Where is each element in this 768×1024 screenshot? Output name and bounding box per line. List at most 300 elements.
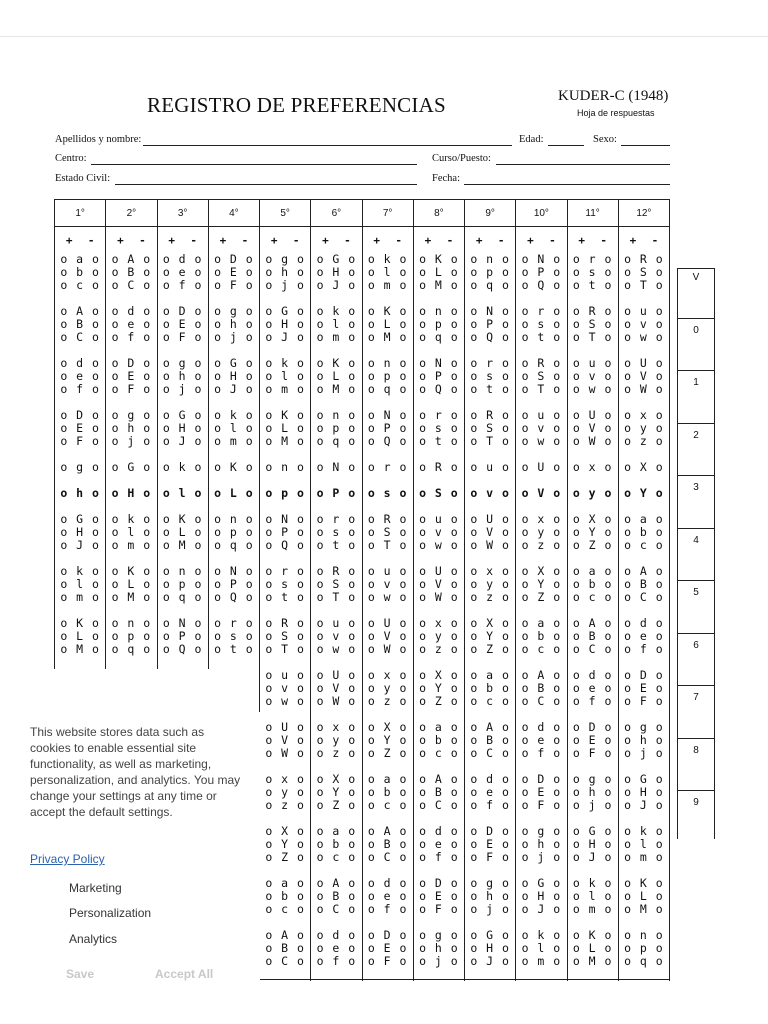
answer-option[interactable]: o V o — [470, 525, 510, 539]
answer-option[interactable]: o a o — [265, 876, 305, 890]
answer-option[interactable]: o U o — [624, 356, 664, 370]
answer-option[interactable]: o b o — [367, 785, 408, 799]
answer-option[interactable]: o B o — [111, 265, 152, 279]
answer-option[interactable]: o g o — [162, 356, 203, 370]
answer-option[interactable]: o y o — [316, 733, 357, 747]
answer-option[interactable]: o X o — [521, 564, 562, 578]
answer-option[interactable]: o x o — [470, 564, 510, 578]
answer-option[interactable]: o n o — [470, 252, 510, 266]
answer-option[interactable]: o T o — [572, 330, 613, 344]
course-field[interactable] — [496, 164, 670, 165]
answer-option[interactable]: o J o — [521, 902, 562, 916]
answer-option[interactable]: o Y o — [624, 486, 664, 500]
answer-option[interactable]: o R o — [624, 252, 664, 266]
answer-option[interactable]: o c o — [572, 590, 613, 604]
answer-option[interactable]: o h o — [265, 265, 305, 279]
answer-option[interactable]: o l o — [162, 486, 203, 500]
answer-option[interactable]: o a o — [624, 512, 664, 526]
answer-option[interactable]: o j o — [419, 954, 459, 968]
answer-option[interactable]: o T o — [470, 434, 510, 448]
answer-option[interactable]: o u o — [624, 304, 664, 318]
answer-option[interactable]: o j o — [111, 434, 152, 448]
answer-option[interactable]: o p o — [162, 577, 203, 591]
answer-option[interactable]: o N o — [367, 408, 408, 422]
answer-option[interactable]: o R o — [419, 460, 459, 474]
answer-option[interactable]: o l o — [521, 941, 562, 955]
answer-option[interactable]: o l o — [265, 369, 305, 383]
answer-option[interactable]: o C o — [572, 642, 613, 656]
answer-option[interactable]: o B o — [419, 785, 459, 799]
answer-option[interactable]: o U o — [367, 616, 408, 630]
answer-option[interactable]: o H o — [470, 941, 510, 955]
answer-option[interactable]: o d o — [521, 720, 562, 734]
answer-option[interactable]: o V o — [521, 486, 562, 500]
answer-option[interactable]: o V o — [316, 681, 357, 695]
answer-option[interactable]: o T o — [624, 278, 664, 292]
answer-option[interactable]: o p o — [214, 525, 254, 539]
answer-option[interactable]: o C o — [521, 694, 562, 708]
answer-option[interactable]: o a o — [521, 616, 562, 630]
answer-option[interactable]: o t o — [572, 278, 613, 292]
answer-option[interactable]: o R o — [470, 408, 510, 422]
answer-option[interactable]: o l o — [60, 577, 100, 591]
answer-option[interactable]: o p o — [265, 486, 305, 500]
answer-option[interactable]: o S o — [367, 525, 408, 539]
answer-option[interactable]: o b o — [60, 265, 100, 279]
answer-option[interactable]: o G o — [521, 876, 562, 890]
answer-option[interactable]: o M o — [316, 382, 357, 396]
answer-option[interactable]: o z o — [316, 746, 357, 760]
answer-option[interactable]: o h o — [521, 837, 562, 851]
answer-option[interactable]: o Q o — [419, 382, 459, 396]
answer-option[interactable]: o z o — [521, 538, 562, 552]
answer-option[interactable]: o A o — [265, 928, 305, 942]
answer-option[interactable]: o x o — [265, 772, 305, 786]
answer-option[interactable]: o s o — [367, 486, 408, 500]
answer-option[interactable]: o x o — [572, 460, 613, 474]
answer-option[interactable]: o E o — [419, 889, 459, 903]
answer-option[interactable]: o M o — [367, 330, 408, 344]
answer-option[interactable]: o e o — [419, 837, 459, 851]
answer-option[interactable]: o t o — [470, 382, 510, 396]
answer-option[interactable]: o b o — [316, 837, 357, 851]
answer-option[interactable]: o z o — [367, 694, 408, 708]
answer-option[interactable]: o K o — [367, 304, 408, 318]
center-field[interactable] — [91, 164, 417, 165]
answer-option[interactable]: o G o — [624, 772, 664, 786]
answer-option[interactable]: o Q o — [521, 278, 562, 292]
name-field[interactable] — [143, 145, 512, 146]
answer-option[interactable]: o M o — [419, 278, 459, 292]
answer-option[interactable]: o Y o — [316, 785, 357, 799]
answer-option[interactable]: o Y o — [572, 525, 613, 539]
answer-option[interactable]: o h o — [111, 421, 152, 435]
answer-option[interactable]: o G o — [60, 512, 100, 526]
answer-option[interactable]: o C o — [265, 954, 305, 968]
answer-option[interactable]: o A o — [470, 720, 510, 734]
answer-option[interactable]: o U o — [265, 720, 305, 734]
answer-option[interactable]: o R o — [521, 356, 562, 370]
answer-option[interactable]: o B o — [316, 889, 357, 903]
answer-option[interactable]: o e o — [572, 681, 613, 695]
answer-option[interactable]: o j o — [214, 330, 254, 344]
answer-option[interactable]: o v o — [367, 577, 408, 591]
answer-option[interactable]: o G o — [316, 252, 357, 266]
answer-option[interactable]: o c o — [521, 642, 562, 656]
answer-option[interactable]: o k o — [111, 512, 152, 526]
answer-option[interactable]: o k o — [214, 408, 254, 422]
answer-option[interactable]: o k o — [60, 564, 100, 578]
answer-option[interactable]: o v o — [624, 317, 664, 331]
answer-option[interactable]: o R o — [367, 512, 408, 526]
answer-option[interactable]: o L o — [214, 486, 254, 500]
answer-option[interactable]: o V o — [265, 733, 305, 747]
answer-option[interactable]: o U o — [521, 460, 562, 474]
answer-option[interactable]: o e o — [162, 265, 203, 279]
answer-option[interactable]: o R o — [265, 616, 305, 630]
answer-option[interactable]: o F o — [624, 694, 664, 708]
answer-option[interactable]: o G o — [265, 304, 305, 318]
answer-option[interactable]: o B o — [624, 577, 664, 591]
answer-option[interactable]: o s o — [214, 629, 254, 643]
answer-option[interactable]: o N o — [316, 460, 357, 474]
answer-option[interactable]: o h o — [470, 889, 510, 903]
answer-option[interactable]: o r o — [470, 356, 510, 370]
answer-option[interactable]: o j o — [624, 746, 664, 760]
answer-option[interactable]: o g o — [214, 304, 254, 318]
answer-option[interactable]: o e o — [470, 785, 510, 799]
answer-option[interactable]: o K o — [214, 460, 254, 474]
answer-option[interactable]: o k o — [624, 824, 664, 838]
answer-option[interactable]: o V o — [572, 421, 613, 435]
answer-option[interactable]: o b o — [624, 525, 664, 539]
answer-option[interactable]: o X o — [470, 616, 510, 630]
answer-option[interactable]: o E o — [624, 681, 664, 695]
answer-option[interactable]: o S o — [316, 577, 357, 591]
answer-option[interactable]: o u o — [572, 356, 613, 370]
answer-option[interactable]: o F o — [572, 746, 613, 760]
answer-option[interactable]: o N o — [265, 512, 305, 526]
answer-option[interactable]: o r o — [572, 252, 613, 266]
answer-option[interactable]: o v o — [265, 681, 305, 695]
analytics-option[interactable]: Analytics — [69, 932, 118, 946]
answer-option[interactable]: o H o — [316, 265, 357, 279]
answer-option[interactable]: o l o — [367, 265, 408, 279]
answer-option[interactable]: o N o — [214, 564, 254, 578]
answer-option[interactable]: o d o — [367, 876, 408, 890]
answer-option[interactable]: o Z o — [572, 538, 613, 552]
answer-option[interactable]: o e o — [521, 733, 562, 747]
answer-option[interactable]: o m o — [111, 538, 152, 552]
answer-option[interactable]: o N o — [521, 252, 562, 266]
answer-option[interactable]: o S o — [470, 421, 510, 435]
answer-option[interactable]: o P o — [470, 317, 510, 331]
answer-option[interactable]: o p o — [624, 941, 664, 955]
answer-option[interactable]: o H o — [60, 525, 100, 539]
answer-option[interactable]: o F o — [60, 434, 100, 448]
answer-option[interactable]: o b o — [265, 889, 305, 903]
answer-option[interactable]: o A o — [419, 772, 459, 786]
answer-option[interactable]: o a o — [419, 720, 459, 734]
answer-option[interactable]: o v o — [419, 525, 459, 539]
answer-option[interactable]: o u o — [470, 460, 510, 474]
answer-option[interactable]: o x o — [624, 408, 664, 422]
answer-option[interactable]: o K o — [162, 512, 203, 526]
answer-option[interactable]: o h o — [60, 486, 100, 500]
answer-option[interactable]: o c o — [60, 278, 100, 292]
answer-option[interactable]: o R o — [572, 304, 613, 318]
answer-option[interactable]: o A o — [60, 304, 100, 318]
answer-option[interactable]: o J o — [316, 278, 357, 292]
privacy-policy-link[interactable]: Privacy Policy — [30, 852, 105, 866]
answer-option[interactable]: o x o — [367, 668, 408, 682]
answer-option[interactable]: o h o — [572, 785, 613, 799]
answer-option[interactable]: o g o — [419, 928, 459, 942]
answer-option[interactable]: o p o — [419, 317, 459, 331]
answer-option[interactable]: o L o — [624, 889, 664, 903]
accept-all-button[interactable]: Accept All — [155, 967, 214, 981]
answer-option[interactable]: o D o — [419, 876, 459, 890]
answer-option[interactable]: o Z o — [521, 590, 562, 604]
answer-option[interactable]: o v o — [572, 369, 613, 383]
answer-option[interactable]: o C o — [111, 278, 152, 292]
answer-option[interactable]: o k o — [572, 876, 613, 890]
answer-option[interactable]: o W o — [316, 694, 357, 708]
answer-option[interactable]: o f o — [470, 798, 510, 812]
answer-option[interactable]: o W o — [265, 746, 305, 760]
answer-option[interactable]: o e o — [60, 369, 100, 383]
answer-option[interactable]: o y o — [521, 525, 562, 539]
answer-option[interactable]: o n o — [111, 616, 152, 630]
answer-option[interactable]: o V o — [367, 629, 408, 643]
answer-option[interactable]: o a o — [316, 824, 357, 838]
answer-option[interactable]: o a o — [470, 668, 510, 682]
answer-option[interactable]: o g o — [521, 824, 562, 838]
answer-option[interactable]: o K o — [111, 564, 152, 578]
answer-option[interactable]: o m o — [60, 590, 100, 604]
answer-option[interactable]: o A o — [111, 252, 152, 266]
answer-option[interactable]: o w o — [367, 590, 408, 604]
answer-option[interactable]: o q o — [214, 538, 254, 552]
answer-option[interactable]: o C o — [367, 850, 408, 864]
answer-option[interactable]: o d o — [572, 668, 613, 682]
answer-option[interactable]: o D o — [521, 772, 562, 786]
answer-option[interactable]: o P o — [265, 525, 305, 539]
answer-option[interactable]: o C o — [60, 330, 100, 344]
answer-option[interactable]: o E o — [111, 369, 152, 383]
answer-option[interactable]: o g o — [60, 460, 100, 474]
answer-option[interactable]: o Q o — [470, 330, 510, 344]
answer-option[interactable]: o G o — [111, 460, 152, 474]
answer-option[interactable]: o p o — [111, 629, 152, 643]
answer-option[interactable]: o z o — [419, 642, 459, 656]
answer-option[interactable]: o d o — [624, 616, 664, 630]
answer-option[interactable]: o Z o — [265, 850, 305, 864]
answer-option[interactable]: o m o — [214, 434, 254, 448]
answer-option[interactable]: o k o — [521, 928, 562, 942]
answer-option[interactable]: o Z o — [419, 694, 459, 708]
answer-option[interactable]: o g o — [572, 772, 613, 786]
answer-option[interactable]: o T o — [316, 590, 357, 604]
answer-option[interactable]: o v o — [470, 486, 510, 500]
answer-option[interactable]: o t o — [214, 642, 254, 656]
answer-option[interactable]: o E o — [521, 785, 562, 799]
answer-option[interactable]: o h o — [214, 317, 254, 331]
answer-option[interactable]: o f o — [572, 694, 613, 708]
answer-option[interactable]: o q o — [316, 434, 357, 448]
answer-option[interactable]: o U o — [419, 564, 459, 578]
answer-option[interactable]: o b o — [419, 733, 459, 747]
answer-option[interactable]: o n o — [162, 564, 203, 578]
answer-option[interactable]: o r o — [419, 408, 459, 422]
answer-option[interactable]: o t o — [521, 330, 562, 344]
answer-option[interactable]: o D o — [162, 304, 203, 318]
answer-option[interactable]: o p o — [367, 369, 408, 383]
answer-option[interactable]: o z o — [265, 798, 305, 812]
answer-option[interactable]: o d o — [316, 928, 357, 942]
answer-option[interactable]: o S o — [265, 629, 305, 643]
answer-option[interactable]: o l o — [214, 421, 254, 435]
answer-option[interactable]: o u o — [265, 668, 305, 682]
answer-option[interactable]: o a o — [367, 772, 408, 786]
answer-option[interactable]: o C o — [470, 746, 510, 760]
answer-option[interactable]: o h o — [419, 941, 459, 955]
answer-option[interactable]: o p o — [316, 421, 357, 435]
answer-option[interactable]: o A o — [367, 824, 408, 838]
answer-option[interactable]: o w o — [316, 642, 357, 656]
answer-option[interactable]: o J o — [624, 798, 664, 812]
answer-option[interactable]: o l o — [624, 837, 664, 851]
answer-option[interactable]: o n o — [419, 304, 459, 318]
answer-option[interactable]: o f o — [521, 746, 562, 760]
answer-option[interactable]: o t o — [316, 538, 357, 552]
answer-option[interactable]: o F o — [470, 850, 510, 864]
answer-option[interactable]: o g o — [111, 408, 152, 422]
answer-option[interactable]: o K o — [572, 928, 613, 942]
answer-option[interactable]: o G o — [162, 408, 203, 422]
answer-option[interactable]: o L o — [572, 941, 613, 955]
answer-option[interactable]: o J o — [60, 538, 100, 552]
answer-option[interactable]: o A o — [624, 564, 664, 578]
answer-option[interactable]: o k o — [265, 356, 305, 370]
answer-option[interactable]: o M o — [60, 642, 100, 656]
answer-option[interactable]: o D o — [624, 668, 664, 682]
answer-option[interactable]: o u o — [521, 408, 562, 422]
answer-option[interactable]: o E o — [470, 837, 510, 851]
answer-option[interactable]: o r o — [214, 616, 254, 630]
answer-option[interactable]: o A o — [316, 876, 357, 890]
answer-option[interactable]: o M o — [265, 434, 305, 448]
answer-option[interactable]: o H o — [162, 421, 203, 435]
answer-option[interactable]: o K o — [60, 616, 100, 630]
answer-option[interactable]: o c o — [624, 538, 664, 552]
answer-option[interactable]: o f o — [316, 954, 357, 968]
answer-option[interactable]: o w o — [419, 538, 459, 552]
answer-option[interactable]: o C o — [624, 590, 664, 604]
answer-option[interactable]: o K o — [265, 408, 305, 422]
answer-option[interactable]: o q o — [162, 590, 203, 604]
answer-option[interactable]: o R o — [316, 564, 357, 578]
answer-option[interactable]: o J o — [162, 434, 203, 448]
answer-option[interactable]: o F o — [111, 382, 152, 396]
answer-option[interactable]: o W o — [367, 642, 408, 656]
answer-option[interactable]: o v o — [316, 629, 357, 643]
answer-option[interactable]: o d o — [162, 252, 203, 266]
answer-option[interactable]: o B o — [572, 629, 613, 643]
answer-option[interactable]: o K o — [624, 876, 664, 890]
answer-option[interactable]: o s o — [316, 525, 357, 539]
answer-option[interactable]: o U o — [470, 512, 510, 526]
answer-option[interactable]: o d o — [60, 356, 100, 370]
answer-option[interactable]: o q o — [111, 642, 152, 656]
answer-option[interactable]: o M o — [624, 902, 664, 916]
answer-option[interactable]: o z o — [624, 434, 664, 448]
answer-option[interactable]: o s o — [419, 421, 459, 435]
answer-option[interactable]: o Q o — [162, 642, 203, 656]
answer-option[interactable]: o E o — [214, 265, 254, 279]
answer-option[interactable]: o c o — [367, 798, 408, 812]
answer-option[interactable]: o y o — [419, 629, 459, 643]
answer-option[interactable]: o P o — [162, 629, 203, 643]
answer-option[interactable]: o A o — [521, 668, 562, 682]
answer-option[interactable]: o g o — [624, 720, 664, 734]
answer-option[interactable]: o H o — [111, 486, 152, 500]
answer-option[interactable]: o r o — [265, 564, 305, 578]
answer-option[interactable]: o Z o — [470, 642, 510, 656]
answer-option[interactable]: o B o — [60, 317, 100, 331]
answer-option[interactable]: o F o — [162, 330, 203, 344]
answer-option[interactable]: o L o — [367, 317, 408, 331]
answer-option[interactable]: o e o — [367, 889, 408, 903]
answer-option[interactable]: o a o — [60, 252, 100, 266]
answer-option[interactable]: o D o — [111, 356, 152, 370]
answer-option[interactable]: o l o — [572, 889, 613, 903]
answer-option[interactable]: o a o — [572, 564, 613, 578]
answer-option[interactable]: o F o — [419, 902, 459, 916]
answer-option[interactable]: o f o — [162, 278, 203, 292]
answer-option[interactable]: o C o — [316, 902, 357, 916]
answer-option[interactable]: o B o — [367, 837, 408, 851]
answer-option[interactable]: o L o — [316, 369, 357, 383]
answer-option[interactable]: o Z o — [316, 798, 357, 812]
answer-option[interactable]: o X o — [265, 824, 305, 838]
answer-option[interactable]: o p o — [470, 265, 510, 279]
answer-option[interactable]: o G o — [214, 356, 254, 370]
answer-option[interactable]: o H o — [265, 317, 305, 331]
answer-option[interactable]: o K o — [316, 356, 357, 370]
answer-option[interactable]: o D o — [572, 720, 613, 734]
answer-option[interactable]: o q o — [367, 382, 408, 396]
answer-option[interactable]: o x o — [521, 512, 562, 526]
answer-option[interactable]: o n o — [265, 460, 305, 474]
answer-option[interactable]: o E o — [367, 941, 408, 955]
answer-option[interactable]: o d o — [470, 772, 510, 786]
answer-option[interactable]: o U o — [572, 408, 613, 422]
answer-option[interactable]: o D o — [60, 408, 100, 422]
answer-option[interactable]: o f o — [367, 902, 408, 916]
answer-option[interactable]: o m o — [316, 330, 357, 344]
answer-option[interactable]: o t o — [265, 590, 305, 604]
answer-option[interactable]: o S o — [419, 486, 459, 500]
answer-option[interactable]: o q o — [470, 278, 510, 292]
answer-option[interactable]: o s o — [572, 265, 613, 279]
answer-option[interactable]: o s o — [521, 317, 562, 331]
answer-option[interactable]: o n o — [214, 512, 254, 526]
answer-option[interactable]: o Q o — [367, 434, 408, 448]
date-field[interactable] — [464, 184, 670, 185]
answer-option[interactable]: o z o — [470, 590, 510, 604]
answer-option[interactable]: o s o — [265, 577, 305, 591]
